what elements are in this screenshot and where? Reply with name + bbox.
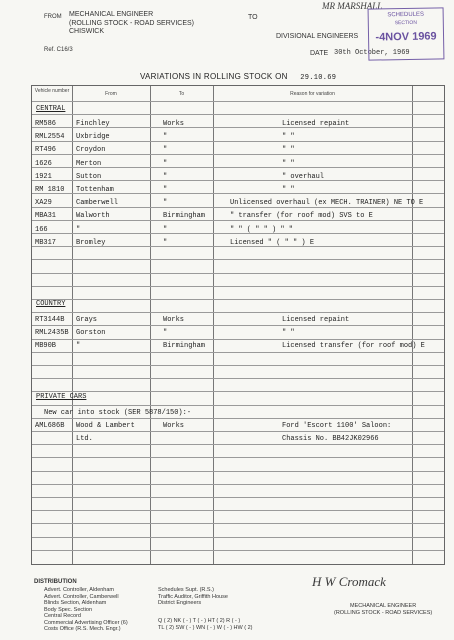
signatory-block [334,603,432,616]
signatory-line-1: MECHANICAL ENGINEER [350,603,417,609]
table-row [32,314,444,327]
cell-from: Croydon [76,146,106,155]
cell-from: Camberwell [76,199,119,208]
cell-to: Works [163,422,185,431]
ruled-line [32,286,444,287]
distribution-line: Central Record [44,613,81,619]
distribution-title: DISTRIBUTION [34,579,77,585]
distribution-col-2 [158,587,228,607]
cell-vehicle: RML2435B [35,329,69,338]
col-from: From [105,91,117,97]
date-label: DATE [310,50,329,57]
cell-vehicle: MB90B [35,342,57,351]
from-line-3: CHISWICK [69,28,104,35]
cell-vehicle: RT496 [35,146,57,155]
table-row [32,224,444,237]
ruled-line [32,405,444,406]
cell-from: " [76,342,81,351]
col-to: To [178,91,185,97]
cell-to: Works [163,120,185,128]
table-row [32,144,444,157]
title-text: VARIATIONS IN ROLLING STOCK ON [140,72,288,81]
ruled-line [32,299,444,300]
cell-reason: Chassis No. BB42JK02966 [282,435,379,444]
distribution-codes [158,618,253,631]
table-row [32,407,444,420]
ruled-line [32,510,444,511]
cell-from: Finchley [76,120,110,128]
cell-reason: Licensed repaint [282,316,350,324]
ruled-line [32,378,444,379]
received-stamp [368,7,445,60]
cell-to: " [163,146,168,155]
cell-reason: " " [282,146,295,155]
table-row [32,420,444,433]
to-handwritten: MR MARSHALL [322,1,383,11]
ref-number: Ref. C16/3 [44,47,73,53]
distribution-line: Costs Office (R.S. Mech. Engr.) [44,626,121,632]
distribution-line: Advert. Controller, Camberwell [44,593,119,600]
cell-reason: " " [282,186,295,194]
cell-from: Wood & Lambert [76,422,135,431]
stamp-line-2: SECTION [394,19,417,27]
cell-vehicle: RM 1810 [35,186,65,194]
cell-to: Birmingham [163,212,206,221]
cell-reason: Licensed " ( " " ) E [230,238,315,247]
cell-to: " [163,199,168,208]
distribution-line: Advert. Controller, Aldenham [44,587,115,593]
ruled-line [32,537,444,538]
cell-vehicle: RML2554 [35,133,65,142]
cell-reason: Licensed repaint [282,120,350,128]
title-date: 29.10.69 [300,74,337,82]
table-row [32,171,444,184]
cell-reason: " " [282,329,295,338]
cell-from: New car into stock (SER 5878/150):- [44,409,192,417]
cell-reason: " " [282,159,295,168]
cell-to: Works [163,316,185,324]
variations-table [31,85,445,565]
ruled-line [32,457,444,458]
cell-reason: " transfer (for roof mod) SVS to E [230,212,373,221]
cell-vehicle: MBA31 [35,212,57,221]
ruled-line [32,365,444,366]
cell-vehicle: 166 [35,225,48,234]
distribution-line: Q ( 2) NK ( - ) T ( - ) HT ( 2) R ( - ) [158,618,241,624]
distribution-line: Blinds Section, Aldenham [44,600,107,606]
cell-to: " [163,172,168,181]
cell-to: " [163,186,168,194]
table-row [32,433,444,446]
table-row [32,237,444,250]
cell-from: Uxbridge [76,133,110,142]
from-line-2: (ROLLING STOCK - ROAD SERVICES) [69,19,194,27]
ruled-line [32,550,444,551]
from-line-1: MECHANICAL ENGINEER [69,11,154,18]
section-private: PRIVATE CARS [36,393,87,401]
stamp-line-1: SCHEDULES [387,11,425,19]
distribution-line: Commercial Advertising Officer (6) [44,619,128,626]
cell-reason: Ford 'Escort 1100' Saloon: [282,422,392,431]
ruled-line [32,523,444,524]
cell-vehicle: XA29 [35,199,52,208]
cell-to: " [163,133,168,142]
cell-reason: " overhaul [282,172,325,181]
table-row [32,327,444,340]
cell-to: " [163,329,168,338]
ruled-line [32,391,444,392]
table-row [32,210,444,223]
distribution-line: District Engineers [158,600,202,606]
form-title [140,72,336,82]
stamp-date: -4NOV 1969 [375,30,437,44]
cell-from: Gorston [76,329,106,338]
cell-vehicle: 1626 [35,159,52,168]
from-label: FROM [44,14,62,20]
cell-from: Bromley [76,238,106,247]
cell-from: Walworth [76,212,110,221]
cell-to: " [163,159,168,168]
cell-from: Ltd. [76,435,93,444]
to-label: TO [248,14,258,21]
to-line: DIVISIONAL ENGINEERS [276,33,359,40]
date-value: 30th October, 1969 [334,49,410,57]
table-row [32,158,444,171]
cell-from: " [76,225,81,234]
cell-vehicle: RT3144B [35,316,65,324]
cell-reason: Unlicensed overhaul (ex MECH. TRAINER) NE TO E [230,199,424,208]
table-row [32,131,444,144]
from-block [69,11,194,37]
signature: H W Cromack [312,574,386,589]
table-row [32,340,444,353]
distribution-line: Traffic Auditor, Griffith House [158,593,228,600]
cell-vehicle: 1921 [35,172,52,181]
cell-reason: Licensed transfer (for roof mod) E [282,342,425,351]
col-vehicle: Vehicle number [34,88,70,94]
table-row [32,184,444,197]
ruled-line [32,273,444,274]
ruled-line [32,484,444,485]
section-country: COUNTRY [36,300,66,308]
distribution-line: Schedules Supt. (R.S.) [158,587,214,593]
cell-reason: " " [282,133,295,142]
cell-vehicle: RM586 [35,120,57,128]
cell-to: " [163,238,168,247]
cell-to: " [163,225,168,234]
cell-from: Sutton [76,172,102,181]
distribution-line: Body Spec. Section [44,606,93,613]
ruled-line [32,259,444,260]
cell-from: Grays [76,316,98,324]
ruled-line [32,101,444,102]
cell-vehicle: MB317 [35,238,57,247]
signatory-line-2: (ROLLING STOCK - ROAD SERVICES) [334,609,433,616]
cell-to: Birmingham [163,342,206,351]
cell-from: Tottenham [76,186,114,194]
cell-from: Merton [76,159,102,168]
table-row [32,197,444,210]
distribution-line: TL ( 2) SW ( - ) WN ( - ) W ( - ) HW ( 2) [158,624,253,631]
table-row [32,118,444,131]
ruled-line [32,497,444,498]
ruled-line [32,114,444,115]
ruled-line [32,471,444,472]
col-reason: Reason for variation [290,91,335,97]
cell-reason: " " ( " " ) " " [230,225,294,234]
cell-vehicle: AML686B [35,422,65,431]
section-central: CENTRAL [36,105,66,113]
distribution-col-1 [44,587,128,633]
